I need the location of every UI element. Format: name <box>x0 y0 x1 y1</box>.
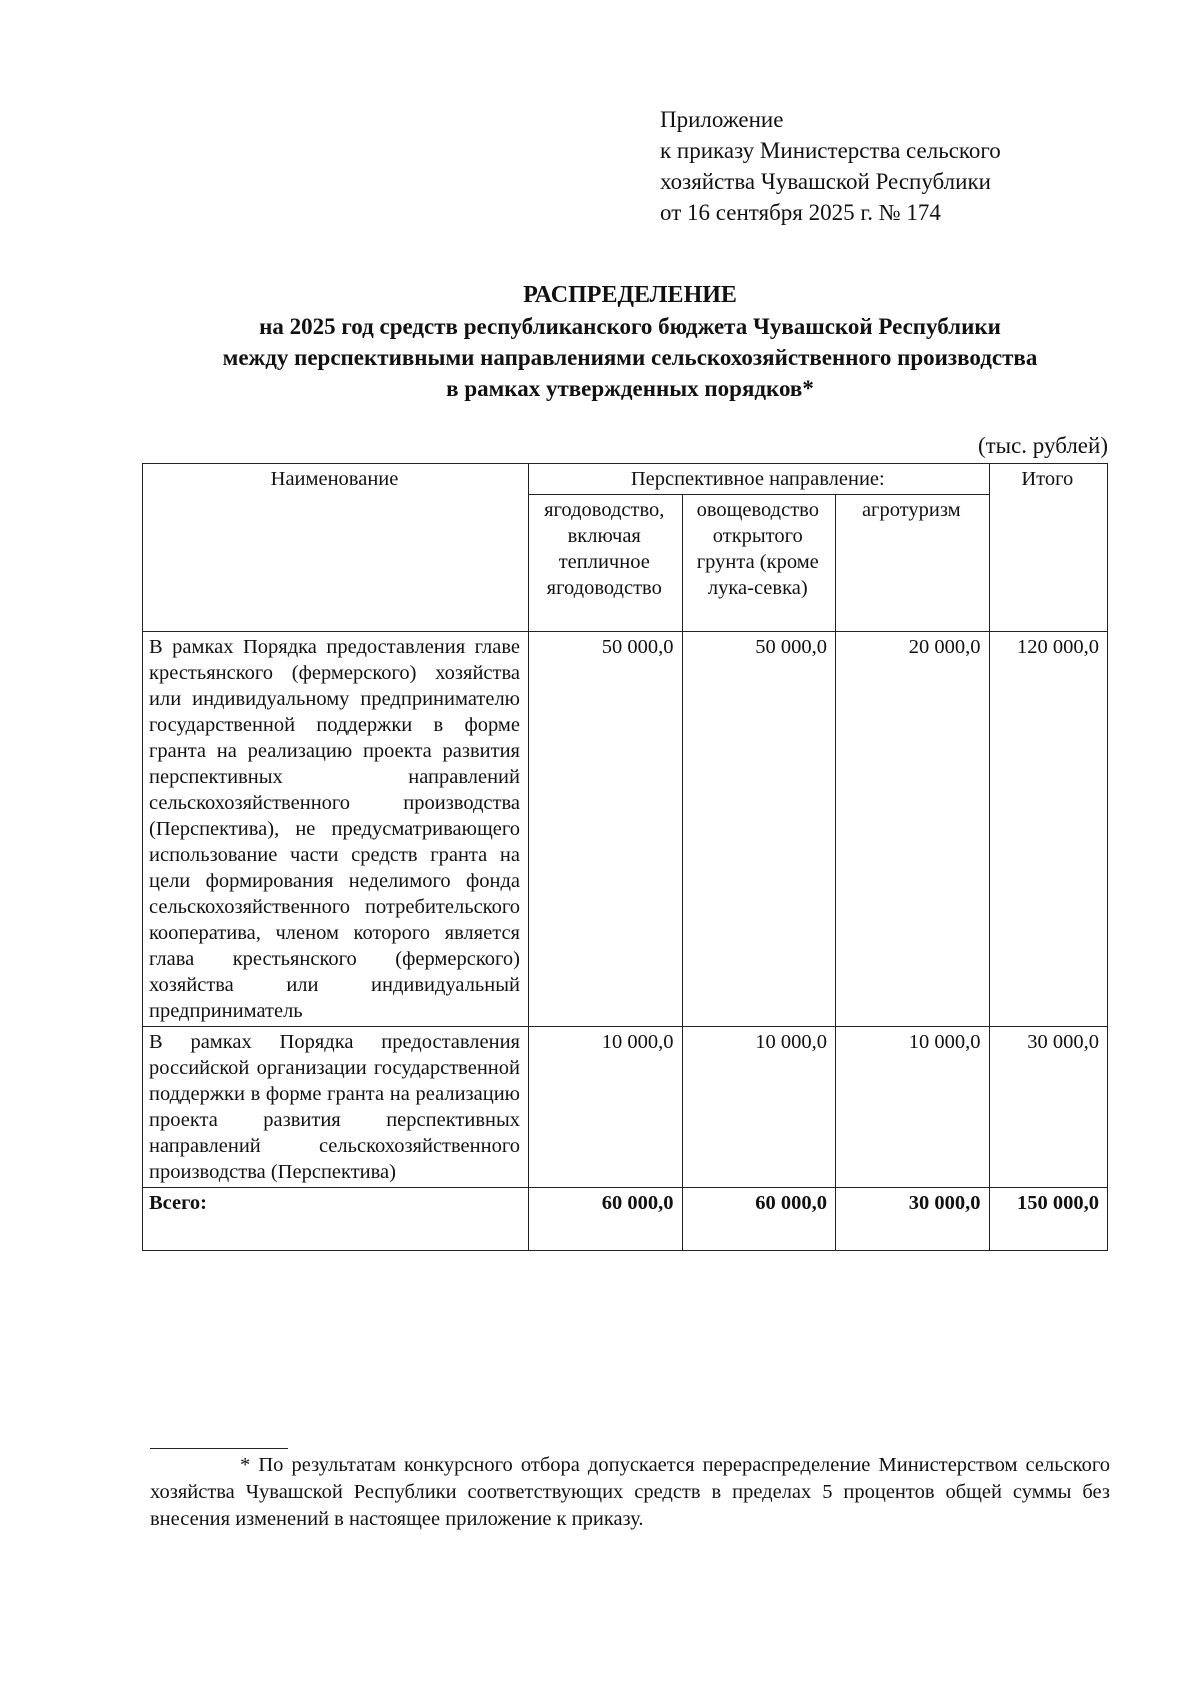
footnote: * По результатам конкурсного отбора допускается перераспределение Министерством сельского хозяйства Чувашской Республики соответствующих средств в пределах 5 процентов общей суммы без внесения изменений в настоящее приложение к приказу. <box>150 1454 1110 1530</box>
appendix-line: от 16 сентября 2025 г. № 174 <box>660 200 941 225</box>
header-direction: агротуризм <box>836 495 990 632</box>
header-direction: ягодоводство, включая тепличное ягодоводство <box>529 495 683 632</box>
grand-total-value: 30 000,0 <box>836 1188 990 1251</box>
distribution-table <box>142 463 1108 1251</box>
table-header-row <box>143 464 1108 495</box>
header-direction-group: Перспективное направление: <box>529 464 990 495</box>
row-value: 10 000,0 <box>682 1027 836 1188</box>
row-value: 20 000,0 <box>836 632 990 1027</box>
header-direction: овощеводство открытого грунта (кроме лука-севка) <box>682 495 836 632</box>
appendix-line: Приложение <box>660 107 784 132</box>
row-value: 50 000,0 <box>682 632 836 1027</box>
row-value: 10 000,0 <box>529 1027 683 1188</box>
grand-total-value: 60 000,0 <box>682 1188 836 1251</box>
footnote-divider <box>150 1448 288 1449</box>
row-total: 120 000,0 <box>989 632 1107 1027</box>
grand-total-row <box>143 1188 1108 1251</box>
header-name: Наименование <box>143 464 529 632</box>
row-value: 10 000,0 <box>836 1027 990 1188</box>
document-title <box>100 280 1160 404</box>
grand-total-sum: 150 000,0 <box>989 1188 1107 1251</box>
title-heading: РАСПРЕДЕЛЕНИЕ <box>523 282 737 308</box>
row-value: 50 000,0 <box>529 632 683 1027</box>
row-total: 30 000,0 <box>989 1027 1107 1188</box>
grand-total-label: Всего: <box>143 1188 529 1251</box>
row-name: В рамках Порядка предоставления российской организации государственной поддержки в форме гранта на реализацию проекта развития перспективных направлений сельскохозяйственного производства (Перспектива) <box>143 1027 529 1188</box>
title-line: на 2025 год средств республиканского бюджета Чувашской Республики <box>259 314 1001 339</box>
title-line: в рамках утвержденных порядков* <box>446 376 814 401</box>
header-total: Итого <box>989 464 1107 632</box>
appendix-line: к приказу Министерства сельского <box>660 138 1001 163</box>
table-row <box>143 632 1108 1027</box>
table-row <box>143 1027 1108 1188</box>
grand-total-value: 60 000,0 <box>529 1188 683 1251</box>
units-label: (тыс. рублей) <box>977 433 1108 458</box>
appendix-line: хозяйства Чувашской Республики <box>660 169 991 194</box>
appendix-note <box>660 104 1001 228</box>
row-name: В рамках Порядка предоставления главе крестьянского (фермерского) хозяйства или индивидуальному предпринимателю государственной поддержки в форме гранта на реализацию проекта развития перспективных направлений сельскохозяйственного производства (Перспектива), не предусматривающего использование части средств гранта на цели формирования неделимого фонда сельскохозяйственного потребительского кооператива, членом которого является глава крестьянского (фермерского) хозяйства или индивидуальный предприниматель <box>143 632 529 1027</box>
title-line: между перспективными направлениями сельскохозяйственного производства <box>222 345 1038 370</box>
